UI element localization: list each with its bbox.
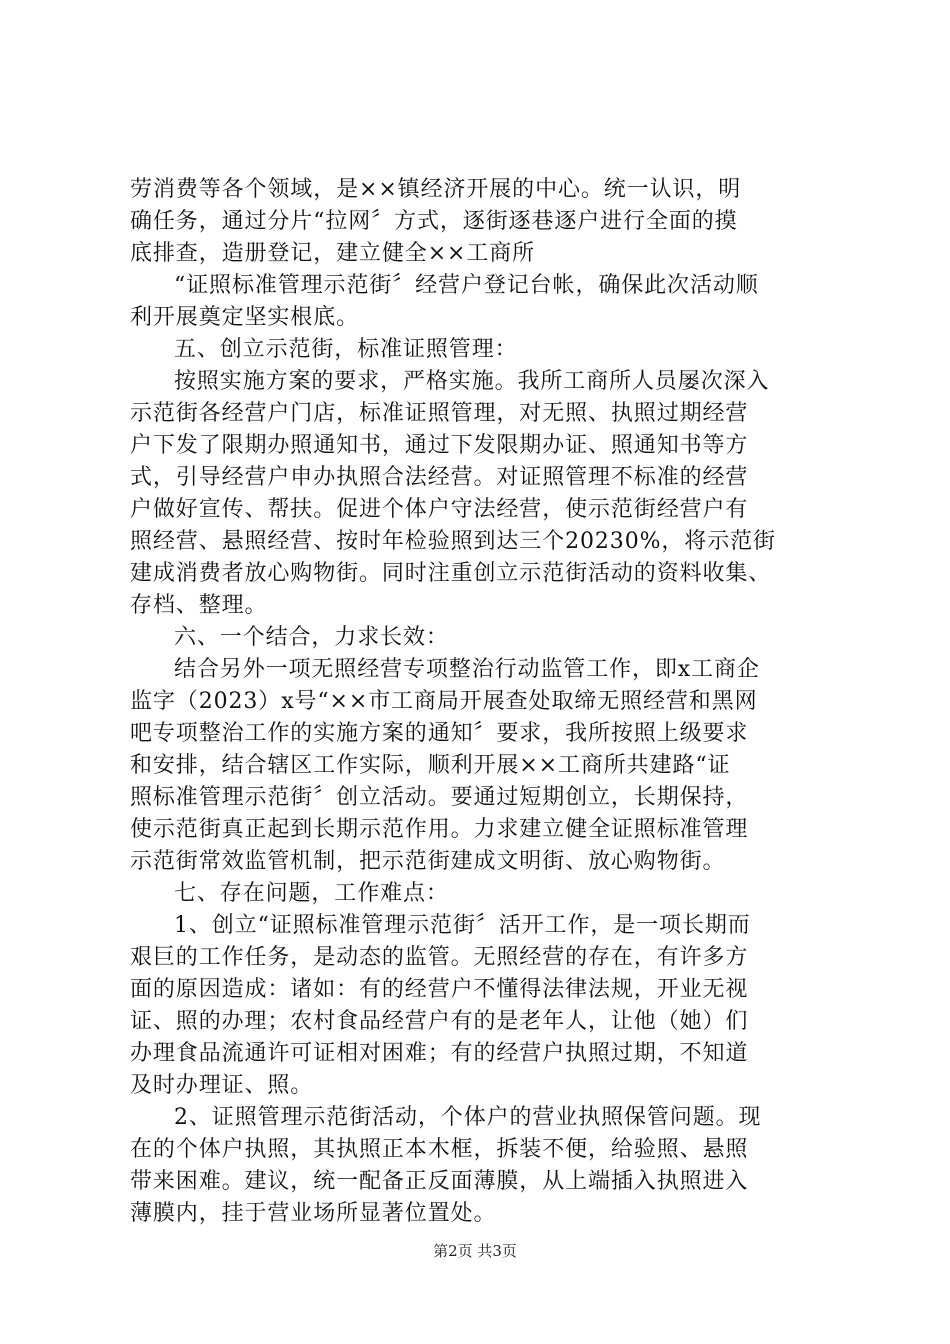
text-line: 使示范街真正起到长期示范作用。力求建立健全证照标准管理 xyxy=(130,817,749,842)
text-line: 底排查，造册登记，建立健全××工商所 xyxy=(130,241,536,266)
text-line: 监字（2023）x号“××市工商局开展查处取缔无照经营和黑网 xyxy=(130,689,758,714)
text-line: 办理食品流通许可证相对困难；有的经营户执照过期，不知道 xyxy=(130,1041,749,1066)
text-line: 示范街常效监管机制，把示范街建成文明街、放心购物街。 xyxy=(130,849,726,874)
text-line: 户做好宣传、帮扶。促进个体户守法经营，使示范街经营户有 xyxy=(130,497,749,522)
text-line: 结合另外一项无照经营专项整治行动监管工作，即x工商企 xyxy=(174,657,760,682)
text-line: 七、存在问题，工作难点： xyxy=(174,881,449,906)
text-line: 和安排，结合辖区工作实际，顺利开展××工商所共建路“证 xyxy=(130,753,731,778)
text-line: 及时办理证、照。 xyxy=(130,1073,314,1098)
text-line: 在的个体户执照，其执照正本木框，拆装不便，给验照、悬照 xyxy=(130,1137,749,1162)
text-line: 五、创立示范街，标准证照管理： xyxy=(174,337,518,362)
text-line: 面的原因造成：诸如：有的经营户不懂得法律法规，开业无视 xyxy=(130,977,749,1002)
text-line: 示范街各经营户门店，标准证照管理，对无照、执照过期经营 xyxy=(130,401,749,426)
text-line: 证、照的办理；农村食品经营户有的是老年人，让他（她）们 xyxy=(130,1009,749,1034)
text-line: “证照标准管理示范街〞经营户登记台帐，确保此次活动顺 xyxy=(174,273,759,298)
text-line: 利开展奠定坚实根底。 xyxy=(130,305,360,330)
text-line: 式，引导经营户申办执照合法经营。对证照管理不标准的经营 xyxy=(130,465,749,490)
text-line: 艰巨的工作任务，是动态的监管。无照经营的存在，有许多方 xyxy=(130,945,749,970)
text-line: 带来困难。建议，统一配备正反面薄膜，从上端插入执照进入 xyxy=(130,1169,749,1194)
text-line: 2、证照管理示范街活动，个体户的营业执照保管问题。现 xyxy=(174,1105,762,1130)
text-line: 照标准管理示范街〞创立活动。要通过短期创立，长期保持， xyxy=(130,785,749,810)
text-line: 照经营、悬照经营、按时年检验照到达三个20230%，将示范街 xyxy=(130,529,776,554)
text-line: 吧专项整治工作的实施方案的通知〞要求，我所按照上级要求 xyxy=(130,721,749,746)
text-line: 建成消费者放心购物街。同时注重创立示范街活动的资料收集、 xyxy=(130,561,772,586)
text-line: 1、创立“证照标准管理示范街〞活开工作，是一项长期而 xyxy=(174,913,751,938)
text-line: 存档、整理。 xyxy=(130,593,268,618)
text-line: 六、一个结合，力求长效： xyxy=(174,625,449,650)
text-line: 劳消费等各个领域，是××镇经济开展的中心。统一认识，明 xyxy=(130,177,742,202)
text-line: 确任务，通过分片“拉网〞方式，逐街逐巷逐户进行全面的摸 xyxy=(130,209,738,234)
text-line: 薄膜内，挂于营业场所显著位置处。 xyxy=(130,1201,497,1226)
document-body xyxy=(130,174,830,1230)
text-line: 户下发了限期办照通知书，通过下发限期办证、照通知书等方 xyxy=(130,433,749,458)
page-footer: 第2页 共3页 xyxy=(433,1242,517,1260)
text-line: 按照实施方案的要求，严格实施。我所工商所人员屡次深入 xyxy=(174,369,770,394)
